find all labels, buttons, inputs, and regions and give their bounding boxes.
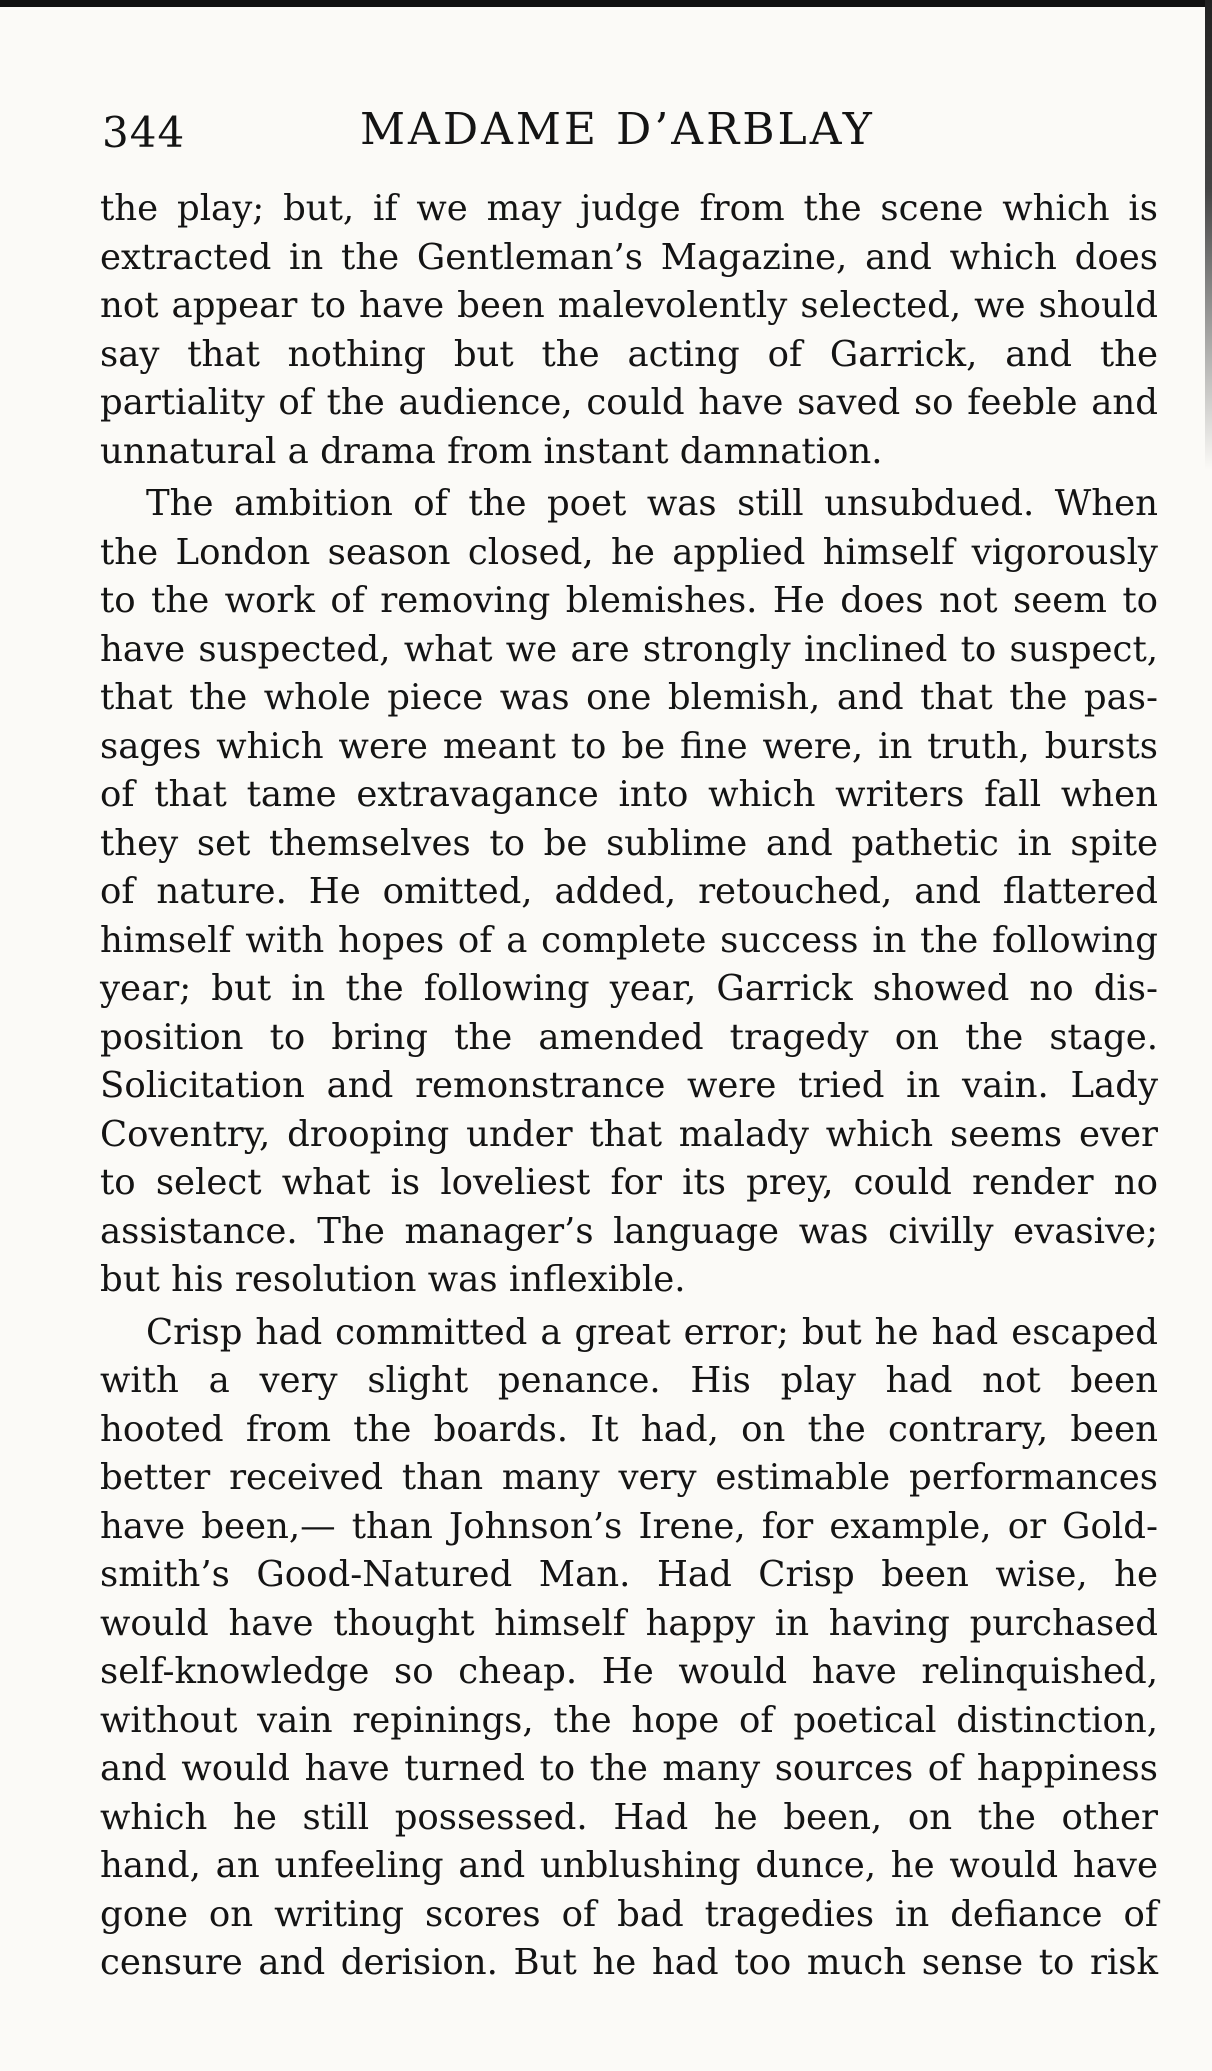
text-line: unnatural a drama from instant damnation. [100, 430, 883, 472]
text-line: self-knowledge so cheap. He would have relinquished, [100, 1651, 1158, 1692]
text-line: censure and derision. But he had too much sense to risk [100, 1942, 1158, 1983]
text-line: Solicitation and remonstrance were tried in vain. Lady [100, 1065, 1158, 1106]
text-line: the play; but, if we may judge from the scene which is [100, 188, 1158, 229]
running-title: MADAME D’ARBLAY [360, 104, 875, 155]
text-line: himself with hopes of a complete success in the following [100, 919, 1158, 961]
text-line: without vain repinings, the hope of poetical distinction, [100, 1699, 1158, 1741]
body-text [100, 185, 1158, 1988]
page-top-edge [0, 0, 1212, 7]
page-binding-edge [1205, 0, 1212, 470]
text-line: position to bring the amended tragedy on the stage. [100, 1016, 1158, 1058]
page-header [102, 100, 1158, 160]
text-line: sages which were meant to be fine were, in truth, bursts [100, 725, 1158, 767]
text-line: The ambition of the poet was still unsubdued. When [146, 483, 1158, 524]
text-line: of that tame extravagance into which writers fall when [100, 774, 1158, 815]
paragraph-2 [100, 480, 1158, 1305]
text-line: hooted from the boards. It had, on the contrary, been [100, 1408, 1158, 1450]
text-line: to the work of removing blemishes. He does not seem to [100, 580, 1158, 621]
text-line: say that nothing but the acting of Garrick, and the [100, 333, 1158, 375]
text-line: with a very slight penance. His play had not been [100, 1360, 1158, 1401]
text-line: to select what is loveliest for its prey, could render no [100, 1162, 1158, 1203]
paragraph-1 [100, 185, 1158, 476]
text-line: smith’s Good-Natured Man. Had Crisp been wise, he [100, 1554, 1158, 1595]
text-line: but his resolution was inflexible. [100, 1259, 686, 1300]
text-line: have suspected, what we are strongly inclined to suspect, [100, 628, 1158, 670]
text-line: and would have turned to the many sources of happiness [100, 1748, 1158, 1789]
text-line: Coventry, drooping under that malady which seems ever [100, 1113, 1158, 1155]
text-line: Crisp had committed a great error; but he had escaped [146, 1311, 1158, 1353]
text-line: of nature. He omitted, added, retouched, and flattered [100, 871, 1158, 912]
text-line: year; but in the following year, Garrick showed no dis- [100, 968, 1158, 1009]
text-line: extracted in the Gentleman’s Magazine, and which does [100, 236, 1158, 278]
text-line: gone on writing scores of bad tragedies in defiance of [100, 1893, 1158, 1935]
text-line: that the whole piece was one blemish, and that the pas- [100, 677, 1158, 718]
text-line: hand, an unfeeling and unblushing dunce, he would have [100, 1845, 1158, 1886]
text-line: not appear to have been malevolently selected, we should [100, 285, 1158, 326]
text-line: they set themselves to be sublime and pathetic in spite [100, 822, 1158, 864]
text-line: better received than many very estimable performances [100, 1457, 1158, 1498]
text-line: the London season closed, he applied himself vigorously [100, 531, 1158, 573]
text-line: assistance. The manager’s language was civilly evasive; [100, 1210, 1158, 1252]
text-line: would have thought himself happy in having purchased [100, 1602, 1158, 1644]
paragraph-3 [100, 1309, 1158, 1988]
text-line: have been,— than Johnson’s Irene, for example, or Gold- [100, 1505, 1158, 1547]
page-number: 344 [102, 108, 186, 157]
text-line: which he still possessed. Had he been, on the other [100, 1796, 1158, 1838]
text-line: partiality of the audience, could have saved so feeble and [100, 382, 1158, 423]
